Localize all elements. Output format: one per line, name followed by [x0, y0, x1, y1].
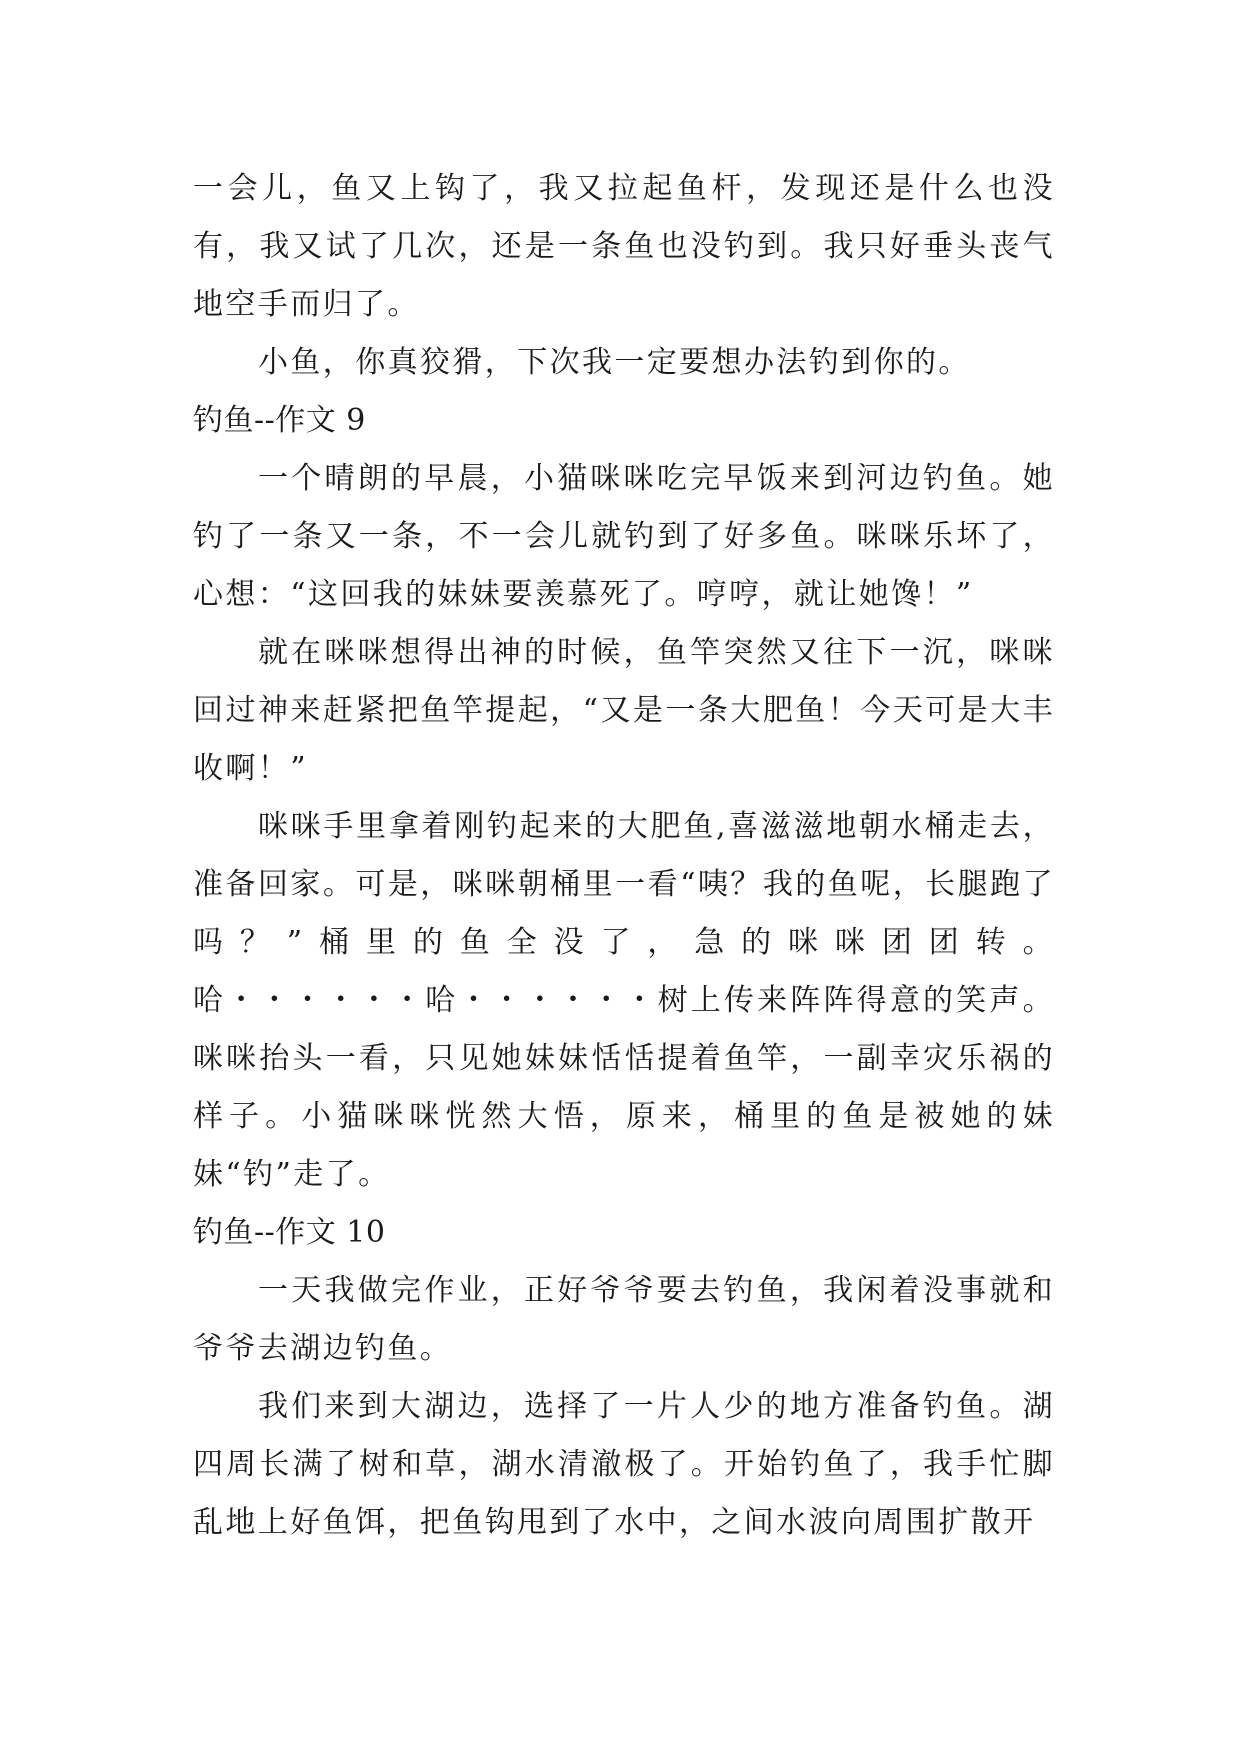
paragraph-sly-fish: 小鱼，你真狡猾，下次我一定要想办法钓到你的。 [258, 345, 971, 380]
paragraph-sunny-morning: 一个晴朗的早晨，小猫咪咪吃完早饭来到河边钓鱼。她钓了一条又一条，不一会儿就钓到了好多鱼。咪咪乐坏了，心想：“这回我的妹妹要羡慕死了。哼哼，就让她馋！” [193, 461, 1055, 612]
paragraph-lake-side: 我们来到大湖边，选择了一片人少的地方准备钓鱼。湖四周长满了树和草，湖水清澈极了。开始钓鱼了，我手忙脚乱地上好鱼饵，把鱼钩甩到了水中，之间水波向周围扩散开 [193, 1389, 1055, 1540]
document-body [193, 160, 1055, 1552]
paragraph-bucket-empty-part1: 咪咪手里拿着刚钓起来的大肥鱼,喜滋滋地朝水桶走去，准备回家。可是，咪咪朝桶里一看“咦？我的鱼呢，长腿跑了吗？”桶里的鱼全没了，急的咪咪团团转。 [193, 809, 1055, 960]
essay-heading-10: 钓鱼--作文 10 [193, 1215, 386, 1250]
paragraph-bucket-empty-part2: 哈・・・・・・哈・・・・・・树上传来阵阵得意的笑声。咪咪抬头一看，只见她妹妹恬恬提着鱼竿，一副幸灾乐祸的样子。小猫咪咪恍然大悟，原来，桶里的鱼是被她的妹妹“钓”走了。 [193, 983, 1055, 1192]
paragraph-homework-done: 一天我做完作业，正好爷爷要去钓鱼，我闲着没事就和爷爷去湖边钓鱼。 [193, 1273, 1055, 1366]
paragraph-fishing-ending: 一会儿，鱼又上钩了，我又拉起鱼杆，发现还是什么也没有，我又试了几次，还是一条鱼也没钓到。我只好垂头丧气地空手而归了。 [193, 171, 1055, 322]
essay-heading-9: 钓鱼--作文 9 [193, 403, 366, 438]
paragraph-big-fish: 就在咪咪想得出神的时候，鱼竿突然又往下一沉，咪咪回过神来赶紧把鱼竿提起，“又是一条大肥鱼！今天可是大丰收啊！” [193, 635, 1055, 786]
